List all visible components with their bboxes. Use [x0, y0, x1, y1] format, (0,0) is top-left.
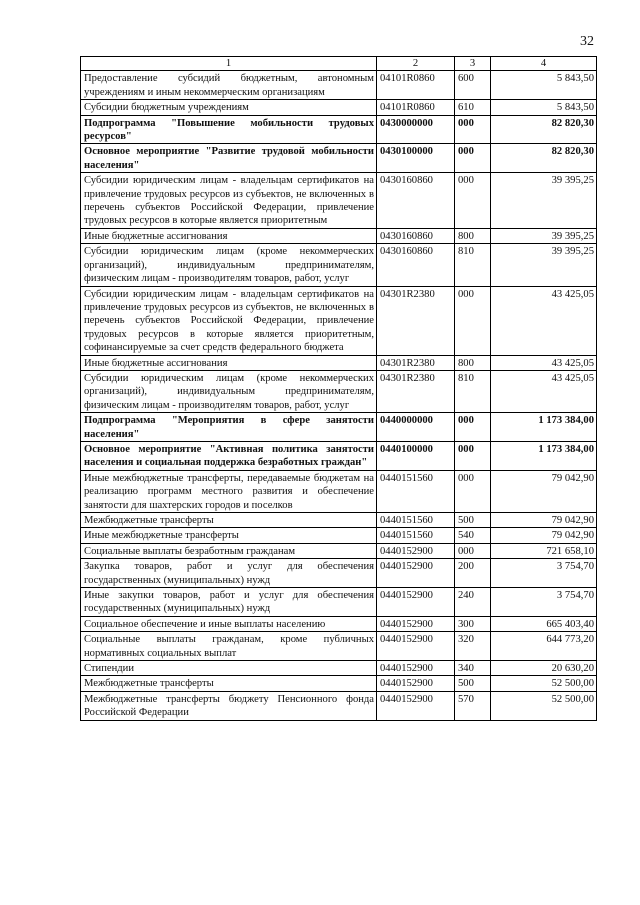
- row-name: Межбюджетные трансферты бюджету Пенсионного фонда Российской Федерации: [81, 691, 377, 720]
- row-amount: 3 754,70: [491, 588, 597, 617]
- row-amount: 1 173 384,00: [491, 441, 597, 470]
- row-name: Подпрограмма "Повышение мобильности трудовых ресурсов": [81, 115, 377, 144]
- row-type: 320: [455, 632, 491, 661]
- row-amount: 79 042,90: [491, 513, 597, 528]
- row-code: 0430100000: [377, 144, 455, 173]
- table-row: [81, 513, 597, 528]
- row-type: 000: [455, 286, 491, 355]
- row-type: 000: [455, 441, 491, 470]
- table-row: [81, 115, 597, 144]
- row-code: 0440152900: [377, 543, 455, 558]
- row-type: 500: [455, 676, 491, 691]
- row-name: Предоставление субсидий бюджетным, автономным учреждениям и иным некоммерческим организациям: [81, 71, 377, 100]
- row-code: 04301R2380: [377, 286, 455, 355]
- row-amount: 43 425,05: [491, 286, 597, 355]
- row-name: Подпрограмма "Мероприятия в сфере занятости населения": [81, 413, 377, 442]
- row-amount: 5 843,50: [491, 100, 597, 115]
- header-row: [81, 57, 597, 71]
- page-number: 32: [580, 34, 594, 49]
- row-code: 04101R0860: [377, 71, 455, 100]
- row-code: 04301R2380: [377, 355, 455, 370]
- row-amount: 5 843,50: [491, 71, 597, 100]
- row-type: 000: [455, 470, 491, 512]
- table-row: [81, 144, 597, 173]
- row-code: 0430160860: [377, 173, 455, 229]
- row-code: 0430000000: [377, 115, 455, 144]
- row-type: 000: [455, 115, 491, 144]
- row-type: 810: [455, 244, 491, 286]
- row-code: 0430160860: [377, 244, 455, 286]
- row-amount: 3 754,70: [491, 559, 597, 588]
- header-col-4: 4: [491, 57, 597, 71]
- budget-table-body: [81, 57, 597, 721]
- table-row: [81, 528, 597, 543]
- row-name: Иные бюджетные ассигнования: [81, 355, 377, 370]
- table-row: [81, 100, 597, 115]
- row-code: 0430160860: [377, 228, 455, 243]
- row-amount: 52 500,00: [491, 691, 597, 720]
- row-code: 0440100000: [377, 441, 455, 470]
- row-type: 610: [455, 100, 491, 115]
- table-row: [81, 632, 597, 661]
- row-type: 600: [455, 71, 491, 100]
- row-type: 340: [455, 661, 491, 676]
- table-row: [81, 588, 597, 617]
- table-row: [81, 676, 597, 691]
- row-name: Субсидии бюджетным учреждениям: [81, 100, 377, 115]
- row-code: 0440152900: [377, 661, 455, 676]
- row-code: 0440152900: [377, 559, 455, 588]
- row-type: 500: [455, 513, 491, 528]
- row-code: 0440151560: [377, 528, 455, 543]
- row-name: Основное мероприятие "Активная политика занятости населения и социальная поддержка безработных граждан": [81, 441, 377, 470]
- row-type: 000: [455, 173, 491, 229]
- row-type: 800: [455, 228, 491, 243]
- row-code: 0440152900: [377, 588, 455, 617]
- row-amount: 82 820,30: [491, 115, 597, 144]
- header-col-1: 1: [81, 57, 377, 71]
- table-row: [81, 691, 597, 720]
- table-row: [81, 228, 597, 243]
- row-code: 0440000000: [377, 413, 455, 442]
- row-name: Субсидии юридическим лицам - владельцам сертификатов на привлечение трудовых ресурсов из субъектов, не включенных в перечень субъектов Российской Федерации, привлечение трудовых ресурсов в которые является приоритетным: [81, 173, 377, 229]
- row-type: 300: [455, 616, 491, 631]
- row-amount: 39 395,25: [491, 244, 597, 286]
- row-amount: 43 425,05: [491, 355, 597, 370]
- table-row: [81, 286, 597, 355]
- table-row: [81, 543, 597, 558]
- row-type: 240: [455, 588, 491, 617]
- row-code: 0440151560: [377, 513, 455, 528]
- table-row: [81, 413, 597, 442]
- row-amount: 665 403,40: [491, 616, 597, 631]
- table-row: [81, 244, 597, 286]
- row-type: 000: [455, 413, 491, 442]
- row-name: Субсидии юридическим лицам (кроме некоммерческих организаций), индивидуальным предпринимателям, физическим лицам - производителям товаров, работ, услуг: [81, 244, 377, 286]
- table-row: [81, 370, 597, 412]
- row-code: 04301R2380: [377, 370, 455, 412]
- row-amount: 1 173 384,00: [491, 413, 597, 442]
- row-name: Стипендии: [81, 661, 377, 676]
- budget-table: [80, 56, 597, 721]
- table-row: [81, 173, 597, 229]
- table-row: [81, 470, 597, 512]
- row-name: Межбюджетные трансферты: [81, 676, 377, 691]
- header-col-2: 2: [377, 57, 455, 71]
- row-amount: 39 395,25: [491, 228, 597, 243]
- row-type: 800: [455, 355, 491, 370]
- row-name: Межбюджетные трансферты: [81, 513, 377, 528]
- row-amount: 721 658,10: [491, 543, 597, 558]
- row-name: Социальное обеспечение и иные выплаты населению: [81, 616, 377, 631]
- row-code: 0440151560: [377, 470, 455, 512]
- row-amount: 43 425,05: [491, 370, 597, 412]
- row-name: Закупка товаров, работ и услуг для обеспечения государственных (муниципальных) нужд: [81, 559, 377, 588]
- row-code: 04101R0860: [377, 100, 455, 115]
- row-name: Иные закупки товаров, работ и услуг для обеспечения государственных (муниципальных) нужд: [81, 588, 377, 617]
- header-col-3: 3: [455, 57, 491, 71]
- row-amount: 79 042,90: [491, 528, 597, 543]
- table-row: [81, 559, 597, 588]
- row-amount: 20 630,20: [491, 661, 597, 676]
- row-name: Социальные выплаты гражданам, кроме публичных нормативных социальных выплат: [81, 632, 377, 661]
- row-code: 0440152900: [377, 616, 455, 631]
- row-amount: 79 042,90: [491, 470, 597, 512]
- row-name: Иные межбюджетные трансферты, передаваемые бюджетам на реализацию программ местного развития и обеспечение занятости для шахтерских городов и поселков: [81, 470, 377, 512]
- table-row: [81, 661, 597, 676]
- row-amount: 644 773,20: [491, 632, 597, 661]
- row-name: Основное мероприятие "Развитие трудовой мобильности населения": [81, 144, 377, 173]
- row-type: 000: [455, 144, 491, 173]
- table-row: [81, 71, 597, 100]
- row-name: Социальные выплаты безработным гражданам: [81, 543, 377, 558]
- table-row: [81, 355, 597, 370]
- row-code: 0440152900: [377, 632, 455, 661]
- row-amount: 39 395,25: [491, 173, 597, 229]
- row-type: 000: [455, 543, 491, 558]
- row-amount: 82 820,30: [491, 144, 597, 173]
- row-type: 540: [455, 528, 491, 543]
- row-code: 0440152900: [377, 691, 455, 720]
- table-row: [81, 616, 597, 631]
- row-type: 810: [455, 370, 491, 412]
- row-name: Субсидии юридическим лицам (кроме некоммерческих организаций), индивидуальным предпринимателям, физическим лицам - производителям товаров, работ, услуг: [81, 370, 377, 412]
- row-type: 200: [455, 559, 491, 588]
- table-row: [81, 441, 597, 470]
- row-type: 570: [455, 691, 491, 720]
- row-code: 0440152900: [377, 676, 455, 691]
- row-name: Иные бюджетные ассигнования: [81, 228, 377, 243]
- row-name: Иные межбюджетные трансферты: [81, 528, 377, 543]
- row-amount: 52 500,00: [491, 676, 597, 691]
- row-name: Субсидии юридическим лицам - владельцам сертификатов на привлечение трудовых ресурсов из субъектов, не включенных в перечень субъектов Российской Федерации, привлечение трудовых ресурсов в которые является приоритетным, софинансируемые за счет средств федерального бюджета: [81, 286, 377, 355]
